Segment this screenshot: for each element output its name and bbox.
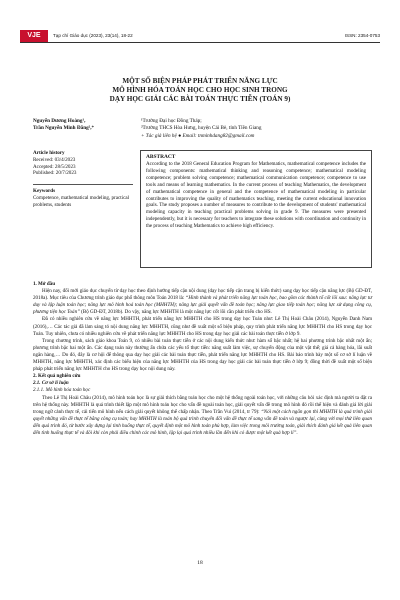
title-line-1: MỘT SỐ BIỆN PHÁP PHÁT TRIỂN NĂNG LỰC — [122, 77, 278, 85]
corresponding-email: + Tác giả liên hệ ● Email: tnminhdang82@gmail.com — [141, 132, 255, 139]
article-info — [33, 150, 133, 209]
received-date: Received: 03/4/2023 — [33, 156, 76, 163]
results-p1-quote: “Nói một cách ngắn gọn thì MHHTH là quá trình giải quyết những vấn đề thực tế bằng công cụ toán; hay MHHTH là toán bộ quá trình chuyển đổi vấn đề thực tế sang vấn đề toán và ngược lại, cùng với mọi thứ liên quan đến quá trình đó, từ bước xây dựng lại tình huống thực tế, quyết định một mô hình toán phù hợp, làm việc trong môi trường toán, giải thích đánh giá kết quả liên quan đến tình huống thực tế và đôi khi còn phải điều chỉnh các mô hình, lặp lại quá trình nhiều lần đến khi có được một kết quả hợp lí”. — [33, 408, 373, 436]
intro-paragraph-3: Trong chương trình, sách giáo khoa Toán 9, có nhiều bài toán thực tiễn ở các nội dung kiến thức như: hàm số bậc nhất; hệ hai phương trình bậc nhất một ẩn; phương trình bậc hai một ẩn. Các dạng toán này thường ẩn chứa các yếu tố thực tiễn: năng suất làm việc, sự chuyển động của một vật thể; giá cả hàng hóa, lãi suất ngân hàng,… Do đó, đây là cơ hội để thông qua dạy học giải các bài toán thực tiễn, phát triển năng lực MHHTH cho HS. Bài báo trình bày một số cơ sở lí luận về MHHTH, năng lực MHHTH, xác định các biểu hiện của năng lực MHHTH của HS trong dạy học giải các bài toán thực tiễn ở lớp 9; đồng thời đề xuất một số biện pháp phát triển năng lực MHHTH cho HS trong dạy học nội dung này. — [33, 337, 372, 373]
abstract-box — [140, 150, 372, 268]
author-1: Nguyễn Dương Hoàng¹, — [33, 118, 86, 124]
accepted-date: Accepted: 28/5/2023 — [33, 163, 76, 170]
journal-logo: VJE — [20, 30, 48, 42]
affiliations — [141, 118, 381, 140]
subsection-heading: 2.1. Cơ sở lí luận — [33, 380, 69, 387]
authors — [33, 118, 133, 133]
intro-p1-quote: “Hình thành và phát triển năng lực toán học, bao gồm các thành tố cốt lõi sau: năng lực tư duy và lập luận toán học; năng lực mô hình hoá toán học (MHHTH); năng lực giải quyết vấn đề toán học; năng lực giao tiếp toán học; năng lực sử dụng công cụ, phương tiện học Toán” — [33, 295, 373, 316]
journal-header — [20, 30, 380, 43]
author-2: Trần Nguyễn Minh Đăng²,⁺ — [33, 125, 95, 132]
abstract-heading: ABSTRACT — [146, 154, 176, 160]
abstract-text: According to the 2018 General Education Program for Mathematics, mathematical competence includes the following components: mathematical thinking and reasoning competence; mathematical modeling competence; problem solving competence; mathematical communication competence; competence to use tools and means of learning mathematics. In the current process of teaching Mathematics, the development of mathematical competence in general and the competence of mathematical modeling in particular contributes to improving the quality of mathematics teaching, meeting the current educational innovation goals. The study proposes a number of measures to contribute to the development of students' mathematical modeling capacity in teaching practical problems solving in grade 9. The measures were presented independently, but it is necessary for teachers to integrate these solutions with coordination and continuity in the process of teaching Mathematics to achieve high efficiency. — [146, 161, 366, 230]
published-date: Published: 20/7/2023 — [33, 170, 77, 177]
results-paragraph-1 — [33, 395, 372, 438]
keywords-text: Competence, mathematical modeling, practical problems, students — [33, 194, 130, 208]
title-line-2: MÔ HÌNH HÓA TOÁN HỌC CHO HỌC SINH TRONG — [112, 86, 288, 95]
keywords-heading: Keywords — [33, 188, 56, 195]
title-line-3: DẠY HỌC GIẢI CÁC BÀI TOÁN THỰC TIỄN (TOÁN 9) — [109, 95, 291, 104]
body-text — [33, 281, 372, 437]
section-heading-results: 2. Kết quả nghiên cứu — [33, 373, 81, 380]
history-heading: Article history — [33, 150, 65, 156]
section-heading-intro: 1. Mở đầu — [33, 281, 56, 287]
page-number: 18 — [197, 560, 203, 566]
intro-paragraph-2: Đã có nhiều nghiên cứu về năng lực MHHTH, phát triển năng lực MHHTH cho HS trong dạy học Toán như: Lê Thị Hoài Châu (2014), Nguyễn Danh Nam (2016),… Các tác giả đã làm sáng tỏ nội dung năng lực MHHTH, cũng như đề xuất một số biện pháp, quy trình phát triển năng lực MHHTH cho HS trong dạy học Toán. Tuy nhiên, chưa có nhiều nghiên cứu về phát triển năng lực MHHTH cho HS trong dạy học giải các bài toán thực tiễn ở lớp 9. — [33, 316, 372, 337]
intro-p1-tail: (Bộ GD-ĐT, 2018b). Do vậy, năng lực MHHTH là một năng lực cốt lõi cần phát triển cho HS. — [81, 309, 272, 316]
keywords-block — [33, 184, 133, 208]
intro-p1-text: Hiện nay, đổi mới giáo dục chuyển từ dạy học theo định hướng tiếp cận nội dung (dạy học tiếp cận trang bị kiến thức) sang dạy học tiếp cận năng lực (Bộ GD-ĐT, 2018a). Mục tiêu của Chương trình giáo dục phổ thông môn Toán 2018 là: — [33, 288, 372, 302]
affiliation-1: ¹Trường Đại học Đồng Tháp; — [141, 118, 202, 124]
intro-paragraph-1 — [33, 288, 372, 316]
journal-citation: Tạp chí Giáo dục (2023), 23(14), 18-22 — [53, 33, 133, 38]
results-p1-text: Theo Lê Thị Hoài Châu (2014), mô hình toán học là sự giải thích bằng toán học cho một hệ thống ngoài toán học, với những câu hỏi xác định mà người ta đặt ra trên hệ thống này. MHHTH là quá trình thiết lập một mô hình toán học cho vấn đề ngoài toán học, giải quyết vấn đề trong mô hình đó rồi thể hiện và đánh giá lời giải trong ngữ cảnh thực tế, cải tiến mô hình nếu cách giải quyết không thể chấp nhận. Theo Trần Vui (2014, tr 79): — [33, 394, 372, 415]
issn: ISSN: 2354-0753 — [344, 33, 380, 38]
paper-title — [30, 77, 370, 105]
affiliation-2: ²Trường THCS Hòa Hưng, huyện Cái Bè, tỉnh Tiền Giang — [141, 125, 262, 132]
subsubsection-heading: 2.1.1. Mô hình hóa toán học — [33, 387, 91, 394]
